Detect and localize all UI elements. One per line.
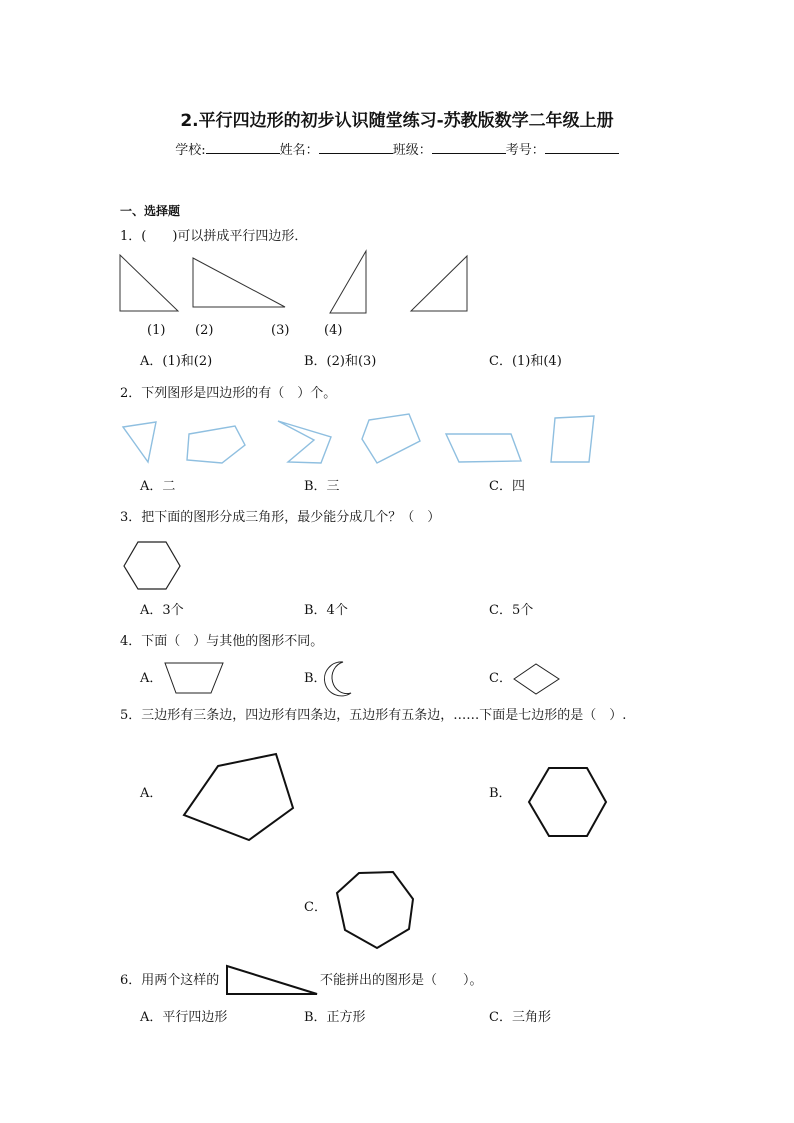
q3-option-b[interactable]: B．4个 [304, 603, 348, 618]
section-heading: 一、选择题 [120, 204, 181, 218]
q3-option-a[interactable]: A．3个 [140, 603, 184, 618]
q2-stem: 2．下列图形是四边形的有（ ）个。 [120, 386, 337, 401]
q4-stem: 4．下面（ ）与其他的图形不同。 [120, 634, 324, 649]
q4-option-c[interactable]: C． [489, 671, 512, 686]
q2-option-c[interactable]: C．四 [489, 479, 525, 494]
name-label: 姓名： [279, 143, 319, 158]
q6-option-a[interactable]: A．平行四边形 [140, 1010, 228, 1025]
q5-stem: 5．三边形有三条边，四边形有四条边，五边形有五条边，……下面是七边形的是（ ）. [120, 708, 627, 723]
q6-option-b[interactable]: B．正方形 [304, 1010, 366, 1025]
q5-option-b[interactable]: B． [489, 786, 512, 801]
q6-option-c[interactable]: C．三角形 [489, 1010, 551, 1025]
q1-label-1: (1) [147, 323, 166, 338]
q4-option-b[interactable]: B． [304, 671, 327, 686]
q5-option-a[interactable]: A． [140, 786, 163, 801]
q6-right-triangle [227, 966, 317, 994]
q2-option-a[interactable]: A．二 [140, 479, 176, 494]
q2-option-b[interactable]: B．三 [304, 479, 340, 494]
q1-label-4: (4) [324, 323, 343, 338]
q1-stem: 1．( )可以拼成平行四边形． [120, 229, 308, 244]
q1-label-2: (2) [195, 323, 214, 338]
q6-stem-before: 6．用两个这样的 [120, 973, 220, 988]
q1-option-b[interactable]: B．(2)和(3) [304, 354, 377, 369]
exam-no-label: 考号： [505, 143, 545, 158]
q1-label-3: (3) [271, 323, 290, 338]
q3-stem: 3．把下面的图形分成三角形，最少能分成几个？（ ） [120, 510, 441, 525]
page-title: 2.平行四边形的初步认识随堂练习-苏教版数学二年级上册 [180, 111, 614, 131]
q4-option-a[interactable]: A． [140, 671, 163, 686]
q3-option-c[interactable]: C．5个 [489, 603, 534, 618]
q6-stem-after: 不能拼出的图形是（ ）。 [320, 973, 483, 988]
q5-option-c[interactable]: C． [304, 900, 327, 915]
school-label: 学校: [175, 143, 206, 158]
q1-option-c[interactable]: C．(1)和(4) [489, 354, 562, 369]
class-label: 班级： [392, 143, 432, 158]
q1-option-a[interactable]: A．(1)和(2) [140, 354, 213, 369]
